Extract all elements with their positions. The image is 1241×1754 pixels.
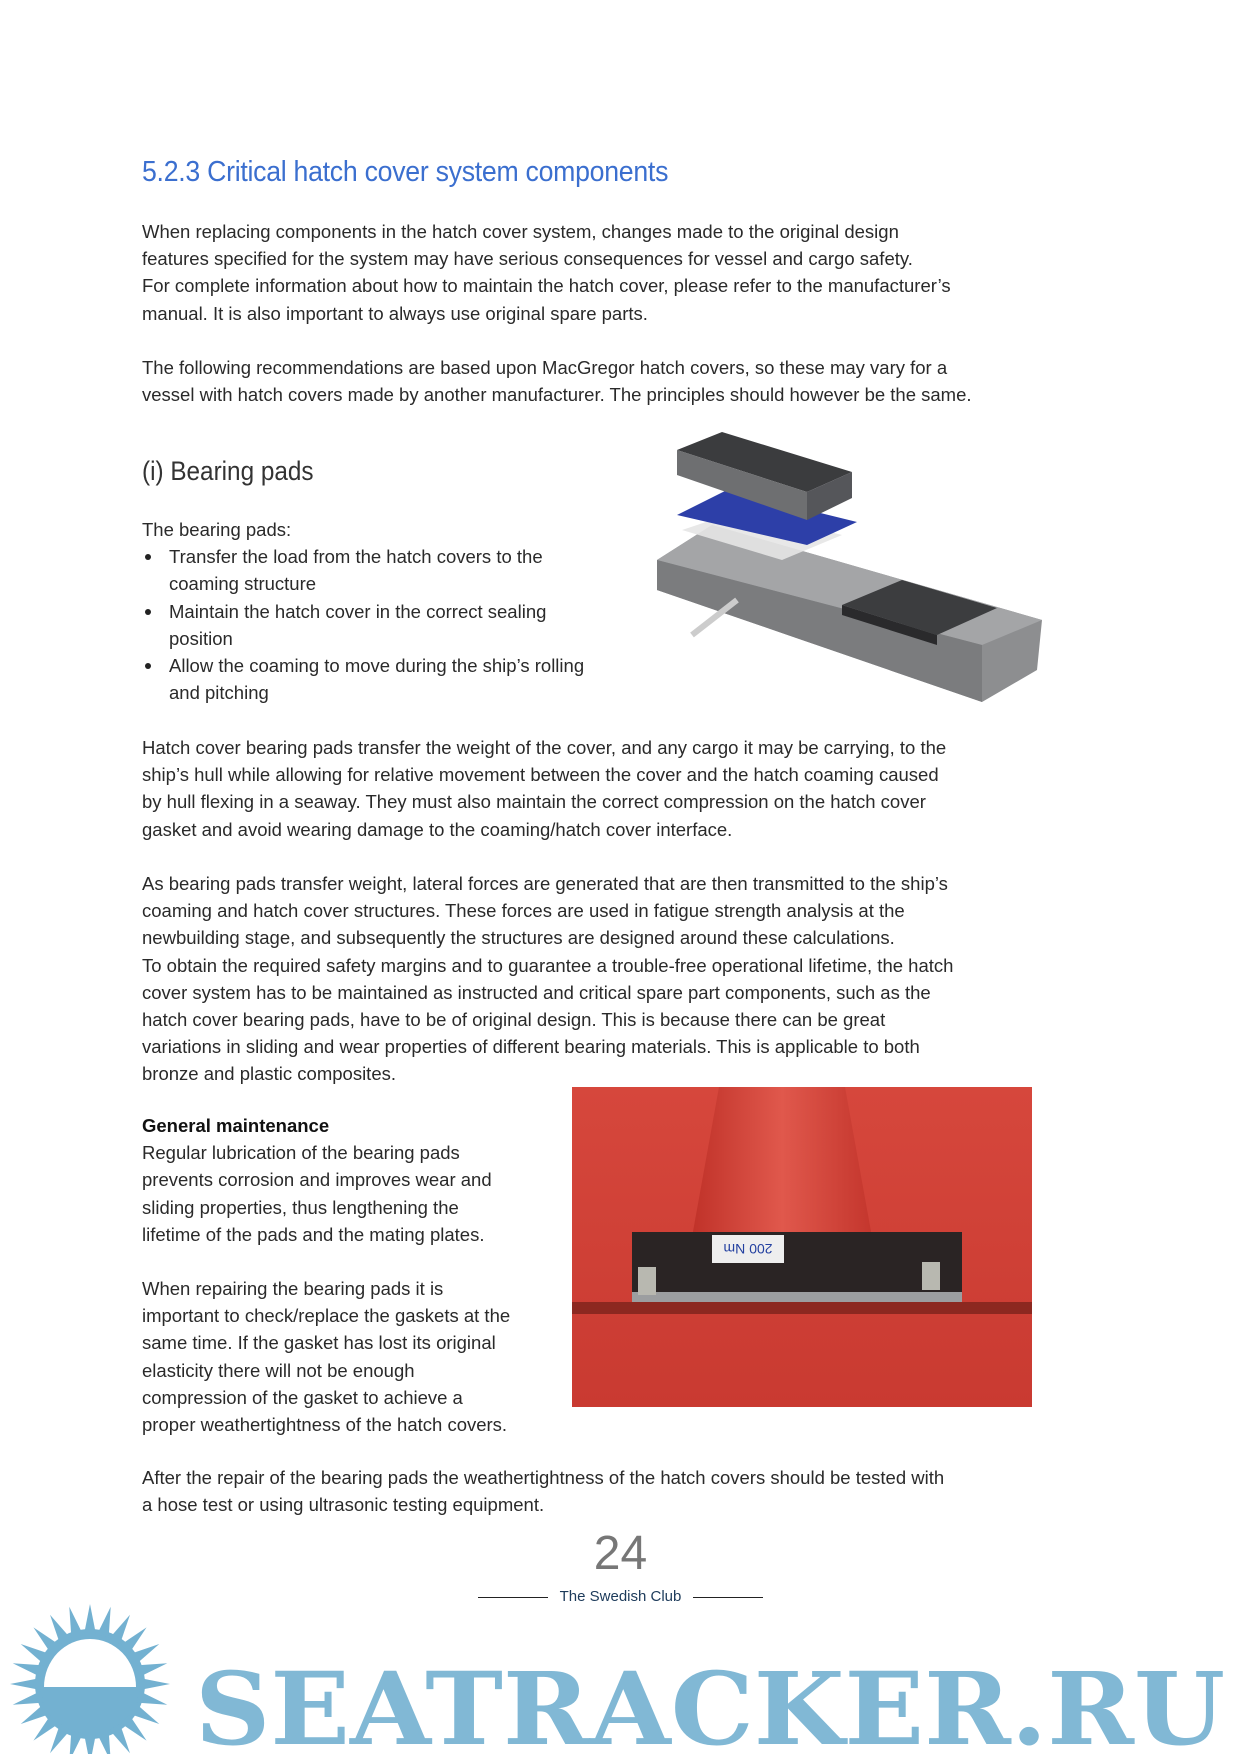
transfer-paragraph [142,734,946,843]
macgregor-paragraph [142,354,972,408]
text-line: compression of the gasket to achieve a [142,1386,463,1408]
text-line: prevents corrosion and improves wear and [142,1169,492,1191]
text-line: Transfer the load from the hatch covers to the [169,546,543,568]
text-line: features specified for the system may have serious consequences for vessel and cargo safety. [142,248,913,270]
bullet-item [142,652,584,706]
maintenance-para-1 [142,1139,510,1248]
after-repair-paragraph [142,1464,944,1518]
svg-text:SEATRACKER.RU: SEATRACKER.RU [195,1650,1225,1754]
maintenance-heading: General maintenance [142,1115,330,1136]
sun-ray [50,1615,70,1644]
footer-rule-right [693,1597,763,1598]
text-line: The bearing pads: [142,519,292,540]
sun-ray [13,1691,44,1705]
sun-ray [69,1607,83,1638]
sun-ray [121,1715,147,1741]
text-line: When replacing components in the hatch cover system, changes made to the original design [142,221,899,242]
sun-ray [84,1604,96,1634]
sun-ray [33,1715,59,1741]
text-line: variations in sliding and wear properties of different bearing materials. This is applicable to both [142,1036,920,1058]
sun-ray [130,1704,159,1724]
sun-ray [136,1691,167,1705]
text-line: Allow the coaming to move during the ship’s rolling [169,654,585,676]
bearing-pad-photo [572,1087,1032,1407]
bearing-pad-illustration [652,430,1045,702]
text-line: As bearing pads transfer weight, lateral forces are generated that are then transmitted to the ship’s [142,873,948,894]
text-line: vessel with hatch covers made by another manufacturer. The principles should however be the same. [142,384,972,406]
bullet-item [142,598,584,652]
photo-label: 200 Nm [712,1235,784,1263]
text-line: coaming structure [169,573,317,595]
text-line: Regular lubrication of the bearing pads [142,1142,460,1164]
sun-ray [21,1704,50,1724]
sun-ray [84,1734,96,1754]
text-line: cover system has to be maintained as instructed and critical spare part components, such as the [142,981,931,1003]
sun-ray [121,1627,147,1653]
sun-ray [69,1730,83,1754]
page-number: 24 [593,1527,648,1580]
sun-ray [10,1678,40,1690]
footer-club-name: The Swedish Club [559,1588,682,1605]
text-line: by hull flexing in a seaway. They must also maintain the correct compression on the hatch cover [142,791,926,813]
text-line: For complete information about how to maintain the hatch cover, please refer to the manufacturer’s [142,275,951,297]
text-line: When repairing the bearing pads it is [142,1277,444,1299]
sun-ray [136,1663,167,1677]
bearing-lead [142,516,584,706]
bullet-item [142,543,584,597]
sun-ray [130,1644,159,1664]
text-line: manual. It is also important to always use original spare parts. [142,302,648,324]
sun-ray [110,1615,130,1644]
maintenance-section [142,1112,510,1438]
text-line: proper weathertightness of the hatch covers. [142,1413,508,1435]
sun-ray [97,1607,111,1638]
text-line: ship’s hull while allowing for relative movement between the cover and the hatch coaming caused [142,764,939,786]
text-line: coaming and hatch cover structures. These forces are used in fatigue strength analysis at the [142,900,905,922]
text-line: Maintain the hatch cover in the correct sealing [169,600,547,622]
sun-ray [21,1644,50,1664]
sun-ray [110,1724,130,1753]
maintenance-para-2 [142,1275,510,1438]
bearing-bullets [142,543,584,706]
text-line: and pitching [169,682,269,704]
text-line: After the repair of the bearing pads the weathertightness of the hatch covers should be tested with [142,1467,945,1488]
sun-ray [33,1627,59,1653]
text-line: sliding properties, thus lengthening the [142,1196,459,1218]
text-line: elasticity there will not be enough [142,1359,415,1381]
text-line: bronze and plastic composites. [142,1063,396,1085]
sun-ray [13,1663,44,1677]
text-line: Hatch cover bearing pads transfer the weight of the cover, and any cargo it may be carrying, to the [142,737,947,758]
text-line: newbuilding stage, and subsequently the structures are designed around these calculations. [142,927,895,949]
text-line: gasket and avoid wearing damage to the coaming/hatch cover interface. [142,818,733,840]
section-heading: 5.2.3 Critical hatch cover system components [142,156,669,188]
text-line: The following recommendations are based upon MacGregor hatch covers, so these may vary for a [142,357,948,378]
text-line: important to check/replace the gaskets at the [142,1305,511,1327]
bearing-pads-heading: (i) Bearing pads [142,456,314,486]
text-line: same time. If the gasket has lost its original [142,1332,496,1354]
intro-paragraph [142,218,951,327]
sun-ray [50,1724,70,1753]
text-line: To obtain the required safety margins and to guarantee a trouble-free operational lifetime, the hatch [142,954,954,976]
text-line: a hose test or using ultrasonic testing equipment. [142,1494,545,1516]
forces-paragraph [142,870,953,1088]
seatracker-watermark [0,1604,1241,1754]
text-line: position [169,627,233,649]
sun-ray [140,1678,170,1690]
sun-ray [97,1730,111,1754]
text-line: hatch cover bearing pads, have to be of original design. This is because there can be great [142,1008,886,1030]
text-line: lifetime of the pads and the mating plates. [142,1223,485,1245]
